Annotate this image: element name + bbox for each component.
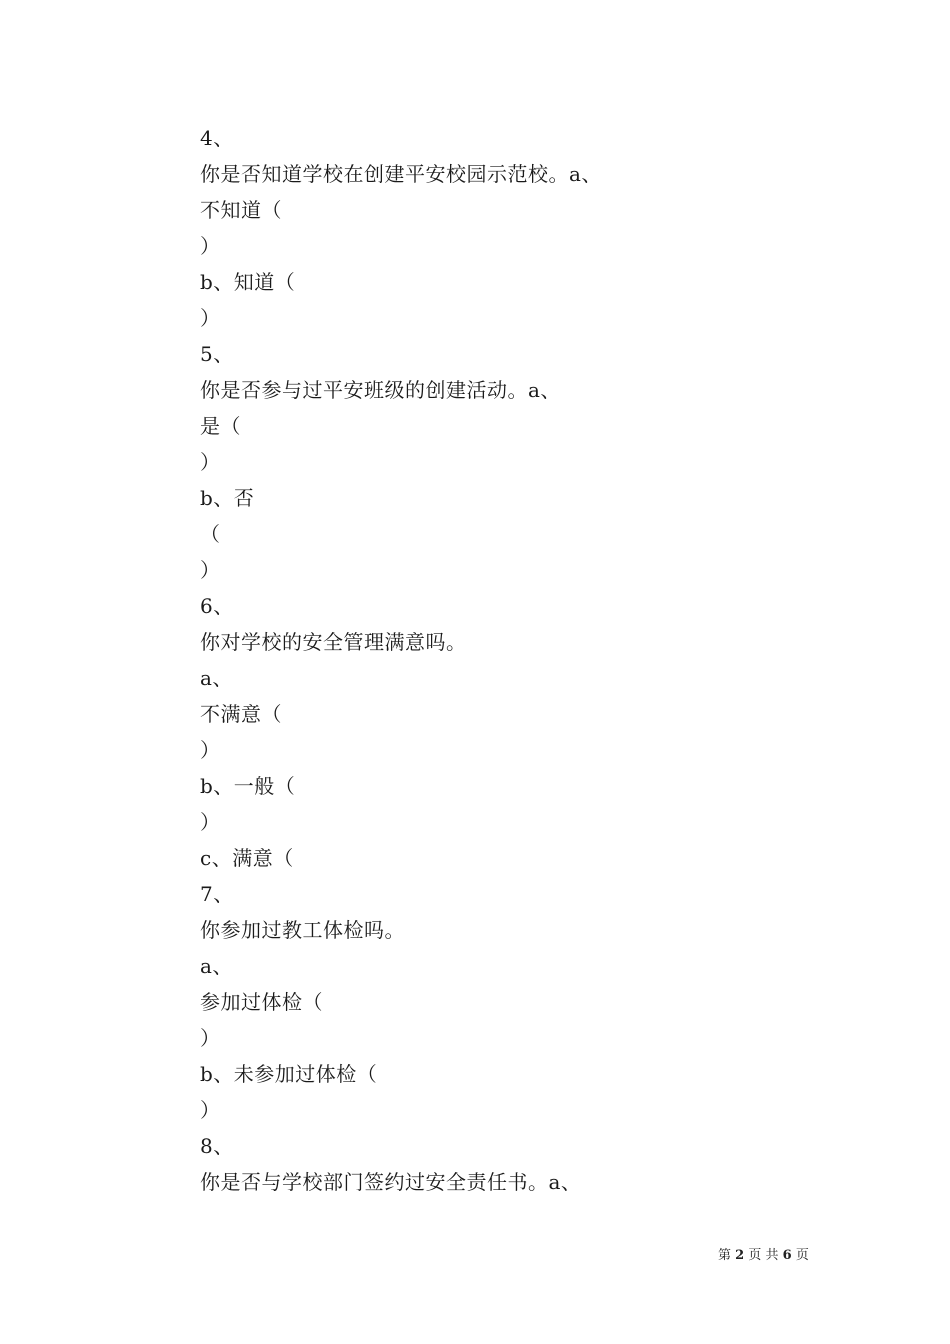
text-line: ） xyxy=(200,306,221,330)
text-line: 不知道（ xyxy=(200,198,282,222)
footer-middle: 页 共 xyxy=(748,1248,779,1263)
text-line: 4、 xyxy=(200,126,234,150)
total-page-number: 6 xyxy=(782,1248,792,1263)
footer-suffix: 页 xyxy=(795,1248,809,1263)
text-line: ） xyxy=(200,738,221,762)
text-line: 5、 xyxy=(200,342,234,366)
text-line: b、一般（ xyxy=(200,774,296,798)
text-line: ） xyxy=(200,234,221,258)
text-line: ） xyxy=(200,810,221,834)
text-line: c、满意（ xyxy=(200,846,294,870)
text-line: b、知道（ xyxy=(200,270,296,294)
text-line: ） xyxy=(200,1098,221,1122)
text-line: 6、 xyxy=(200,594,234,618)
text-line: 不满意（ xyxy=(200,702,282,726)
text-line: 你对学校的安全管理满意吗。 xyxy=(200,630,467,654)
text-line: 7、 xyxy=(200,882,234,906)
text-line: 你是否与学校部门签约过安全责任书。a、 xyxy=(200,1170,582,1194)
text-line: ） xyxy=(200,558,221,582)
footer-prefix: 第 xyxy=(718,1248,732,1263)
text-line: 是（ xyxy=(200,414,241,438)
current-page-number: 2 xyxy=(735,1248,745,1263)
text-line: ） xyxy=(200,450,221,474)
text-line: 你是否知道学校在创建平安校园示范校。a、 xyxy=(200,162,602,186)
text-line: a、 xyxy=(200,954,233,978)
text-line: a、 xyxy=(200,666,233,690)
text-line: （ xyxy=(200,522,221,546)
text-line: 8、 xyxy=(200,1134,234,1158)
text-line: b、未参加过体检（ xyxy=(200,1062,378,1086)
text-line: 参加过体检（ xyxy=(200,990,323,1014)
survey-content xyxy=(200,120,820,1200)
text-line: 你参加过教工体检吗。 xyxy=(200,918,405,942)
text-line: b、否 xyxy=(200,486,255,510)
text-line: 你是否参与过平安班级的创建活动。a、 xyxy=(200,378,561,402)
text-line: ） xyxy=(200,1026,221,1050)
page-number-footer xyxy=(718,1246,809,1266)
